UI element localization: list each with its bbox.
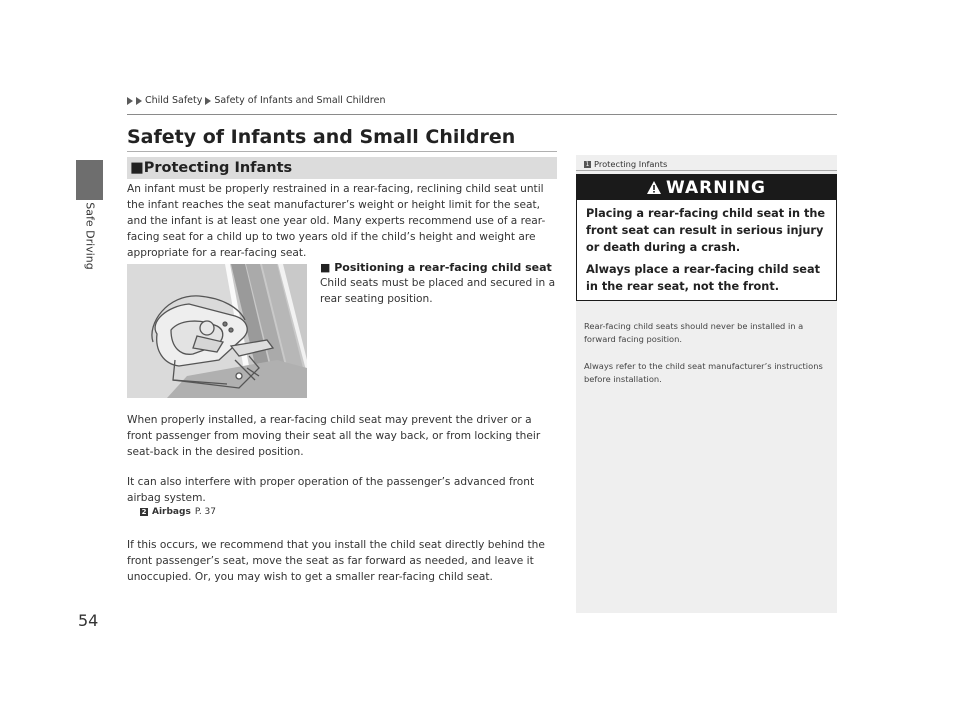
- breadcrumb-arrow-icon: [136, 97, 142, 105]
- subsection-paragraph: Child seats must be placed and secured in a rear seating position.: [320, 277, 556, 305]
- note-manufacturer-instructions: Always refer to the child seat manufacturer’s instructions before installation.: [584, 361, 823, 384]
- section-heading: [127, 157, 557, 179]
- sidebar-reference: [584, 159, 667, 169]
- section-heading-text: Protecting Infants: [143, 160, 293, 176]
- reference-arrow-icon: 2: [141, 508, 147, 516]
- warning-text-front-seat: Placing a rear-facing child seat in the front seat can result in serious injury or death during a crash.: [586, 207, 826, 254]
- subsection-heading: ■ Positioning a rear-facing child seat: [320, 261, 552, 274]
- sidebar-divider: [576, 170, 837, 171]
- rear-facing-child-seat-illustration: [127, 264, 307, 398]
- warning-box: [576, 174, 837, 301]
- chapter-label: Safe Driving: [83, 202, 97, 270]
- page-number: 54: [78, 611, 99, 630]
- breadcrumb-arrow-icon: [127, 97, 133, 105]
- header-divider: [127, 114, 837, 115]
- title-divider: [127, 151, 557, 152]
- xref-title: Airbags: [152, 507, 191, 517]
- section-marker: ■: [130, 160, 144, 176]
- warning-text-rear-seat: Always place a rear-facing child seat in the rear seat, not the front.: [586, 263, 820, 293]
- page-title: Safety of Infants and Small Children: [127, 126, 516, 148]
- intro-paragraph: An infant must be properly restrained in a rear-facing, reclining child seat until the infant reaches the seat manufacturer’s weight or height limit for the seat, and the infant is at least one year old. Many experts recommend use of a rear-facing seat for a child up to two years old if the child’s height and weight are appropriate for a rear-facing seat.: [127, 183, 546, 259]
- installed-paragraph: When properly installed, a rear-facing child seat may prevent the driver or a front passenger from moving their seat all the way back, or from locking their seat-back in the desired position.: [127, 414, 541, 458]
- sidebar-panel: [576, 155, 837, 613]
- recommend-paragraph: If this occurs, we recommend that you install the child seat directly behind the front passenger’s seat, move the seat as far forward as needed, and leave it unoccupied. Or, you may wish to get a smaller rear-facing child seat.: [127, 539, 545, 583]
- breadcrumb-item-child-safety[interactable]: Child Safety: [145, 95, 203, 106]
- reference-marker-icon: 1: [585, 160, 590, 168]
- xref-page: P. 37: [194, 507, 217, 517]
- airbag-paragraph: It can also interfere with proper operation of the passenger’s advanced front airbag system.: [127, 476, 535, 504]
- breadcrumb-item-current: Safety of Infants and Small Children: [214, 95, 386, 106]
- warning-triangle-icon: [647, 181, 661, 194]
- warning-label: WARNING: [666, 177, 766, 198]
- note-forward-facing: Rear-facing child seats should never be installed in a forward facing position.: [584, 321, 804, 344]
- chapter-tab: [76, 160, 103, 200]
- breadcrumb: [127, 95, 386, 106]
- airbags-cross-reference[interactable]: [140, 507, 216, 517]
- warning-header: [577, 175, 836, 200]
- breadcrumb-arrow-icon: [205, 97, 211, 105]
- sidebar-reference-title: Protecting Infants: [594, 159, 668, 169]
